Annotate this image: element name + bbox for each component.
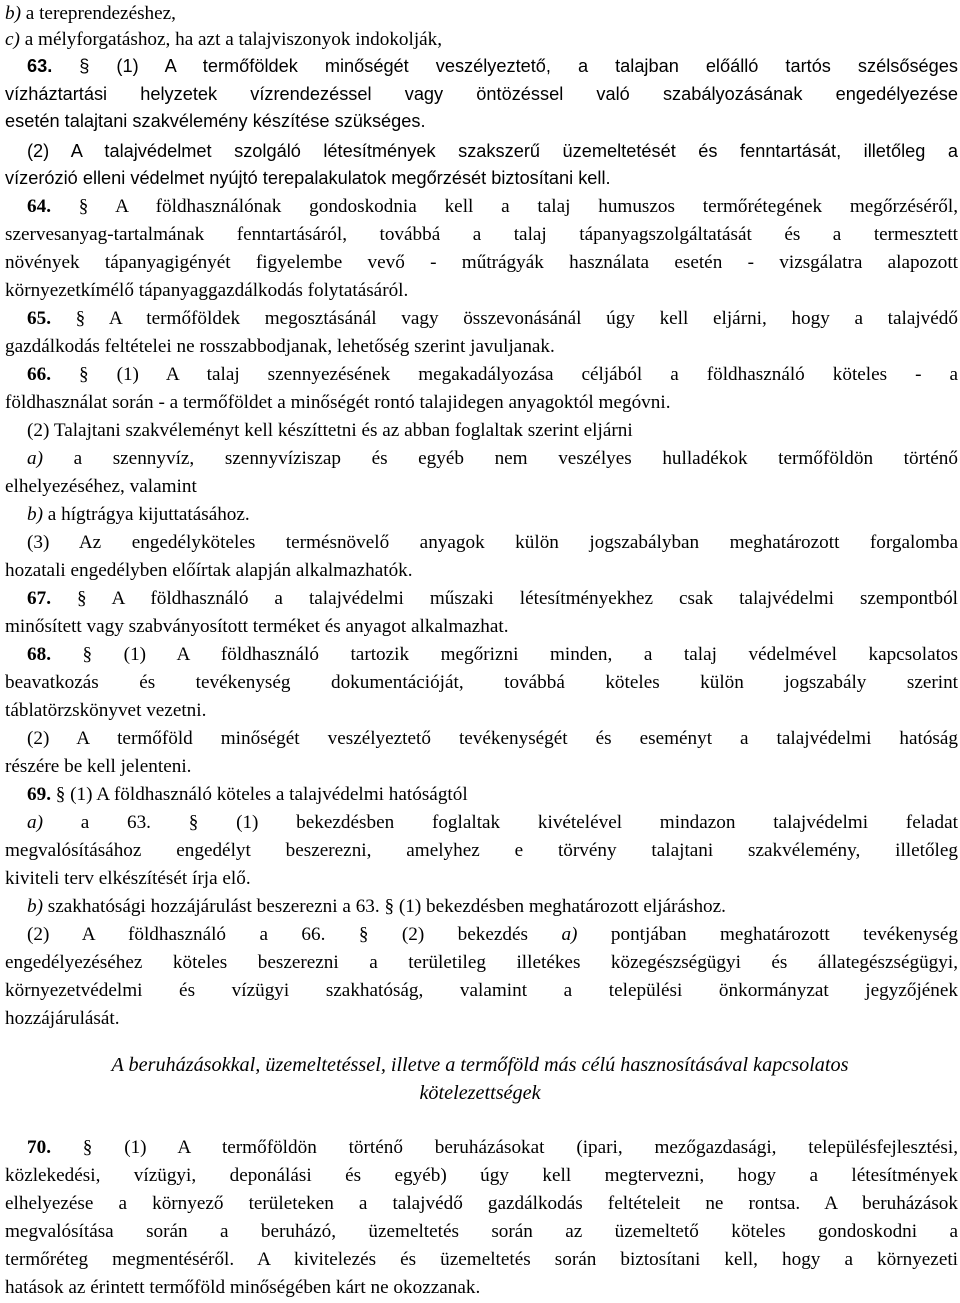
paragraph-line: (2) Talajtani szakvéleményt kell készíttetni és az abban foglaltak szerint eljárni [27, 420, 633, 441]
text-line: engedélyezéséhez köteles beszerezni a területileg illetékes közegészségügyi és állategészségügyi, [5, 952, 958, 973]
text-line: vízerózió elleni védelmet nyújtó terepalakulatok megőrzését biztosítani kell. [5, 168, 611, 188]
text-line: hatások az érintett termőföld minőségében kárt ne okozzanak. [5, 1277, 481, 1298]
section-69-line: 69. § (1) A földhasználó köteles a talajvédelmi hatóságtól [27, 784, 468, 805]
text-line: közlekedési, vízügyi, deponálási és egyéb) úgy kell megtervezni, hogy a létesítmények [5, 1165, 958, 1186]
list-item-line: b) a hígtrágya kijuttatásához. [27, 504, 250, 525]
text-line: c) a mélyforgatáshoz, ha azt a talajviszonyok indokolják, [5, 29, 443, 50]
paragraph-line: (3) Az engedélyköteles termésnövelő anyagok külön jogszabályban meghatározott forgalomba [27, 532, 958, 553]
list-item-line: a) a 63. § (1) bekezdésben foglaltak kivételével mindazon talajvédelmi feladat [27, 812, 958, 833]
section-heading: A beruházásokkal, üzemeltetéssel, illetve a termőföld más célú hasznosításával kapcsolatos [111, 1054, 849, 1076]
section-67-line: 67. § A földhasználó a talajvédelmi műszaki létesítményekhez csak talajvédelmi szempontból [27, 588, 958, 609]
text-line: b) a tereprendezéshez, [5, 3, 176, 24]
paragraph-line: (2) A földhasználó a 66. § (2) bekezdés a) pontjában meghatározott tevékenység [27, 924, 958, 945]
section-66-line: 66. § (1) A talaj szennyezésének megakadályozása céljából a földhasználó köteles - a [27, 364, 958, 385]
text-line: beavatkozás és tevékenység dokumentációját, továbbá köteles külön jogszabály szerint [5, 672, 958, 693]
section-65-line: 65. § A termőföldek megosztásánál vagy összevonásánál úgy kell eljárni, hogy a talajvédő [27, 308, 958, 329]
text-line: minősített vagy szabványosított terméket és anyagot alkalmazhat. [5, 616, 509, 637]
text-line: környezetvédelmi és vízügyi szakhatóság, valamint a települési önkormányzat jegyzőjének [5, 980, 958, 1001]
section-heading: kötelezettségek [419, 1082, 541, 1104]
text-line: kiviteli terv elkészítését írja elő. [5, 868, 251, 889]
paragraph-line: (2) A termőföld minőségét veszélyeztető tevékenységét és eseményt a talajvédelmi hatóság [27, 728, 958, 749]
text-line: megvalósításához engedélyt beszerezni, amelyhez e törvény talajtani szakvélemény, illetőleg [5, 840, 958, 861]
text-line: esetén talajtani szakvélemény készítése szükséges. [5, 111, 426, 131]
list-item-line: b) szakhatósági hozzájárulást beszerezni a 63. § (1) bekezdésben meghatározott eljáráshoz. [27, 896, 726, 917]
text-line: elhelyezéséhez, valamint [5, 476, 197, 497]
list-item-line: a) a szennyvíz, szennyvíziszap és egyéb nem veszélyes hulladékok termőföldön történő [27, 448, 958, 469]
text-line: megvalósítása során a beruházó, üzemeltetés során az üzemeltető köteles gondoskodni a [5, 1221, 958, 1242]
text-line: részére be kell jelenteni. [5, 756, 192, 777]
text-line: táblatörzskönyvet vezetni. [5, 700, 207, 721]
section-68-line: 68. § (1) A földhasználó tartozik megőrizni minden, a talaj védelmével kapcsolatos [27, 644, 958, 665]
section-63-line: 63. § (1) A termőföldek minőségét veszélyeztető, a talajban előálló tartós szélsőséges [27, 56, 958, 76]
text-line: földhasználat során - a termőföldet a minőségét rontó talajidegen anyagoktól megóvni. [5, 392, 671, 413]
text-line: környezetkímélő tápanyaggazdálkodás folytatásáról. [5, 280, 409, 301]
section-70-line: 70. § (1) A termőföldön történő beruházásokat (ipari, mezőgazdasági, településfejlesztési, [27, 1137, 958, 1158]
text-line: hozzájárulását. [5, 1008, 120, 1029]
text-line: hozatali engedélyben előírtak alapján alkalmazhatók. [5, 560, 413, 581]
paragraph-line: (2) A talajvédelmet szolgáló létesítmények szakszerű üzemeltetését és fenntartását, illetőleg a [27, 141, 958, 161]
text-line: növények tápanyagigényét figyelembe vevő - műtrágyák használata esetén - vizsgálatra alapozott [5, 252, 958, 273]
text-line: elhelyezése a környező területeken a talajvédő gazdálkodás feltételeit ne rontsa. A beruházások [5, 1193, 958, 1214]
text-line: gazdálkodás feltételei ne rosszabbodjanak, lehetőség szerint javuljanak. [5, 336, 555, 357]
text-line: vízháztartási helyzetek vízrendezéssel vagy öntözéssel való szabályozásának engedélyezése [5, 84, 958, 104]
section-64-line: 64. § A földhasználónak gondoskodnia kell a talaj humuszos termőrétegének megőrzéséről, [27, 196, 958, 217]
text-line: termőréteg megmentéséről. A kivitelezés és üzemeltetés során biztosítani kell, hogy a környezeti [5, 1249, 958, 1270]
text-line: szervesanyag-tartalmának fenntartásáról, továbbá a talaj tápanyagszolgáltatását és a termesztett [5, 224, 958, 245]
